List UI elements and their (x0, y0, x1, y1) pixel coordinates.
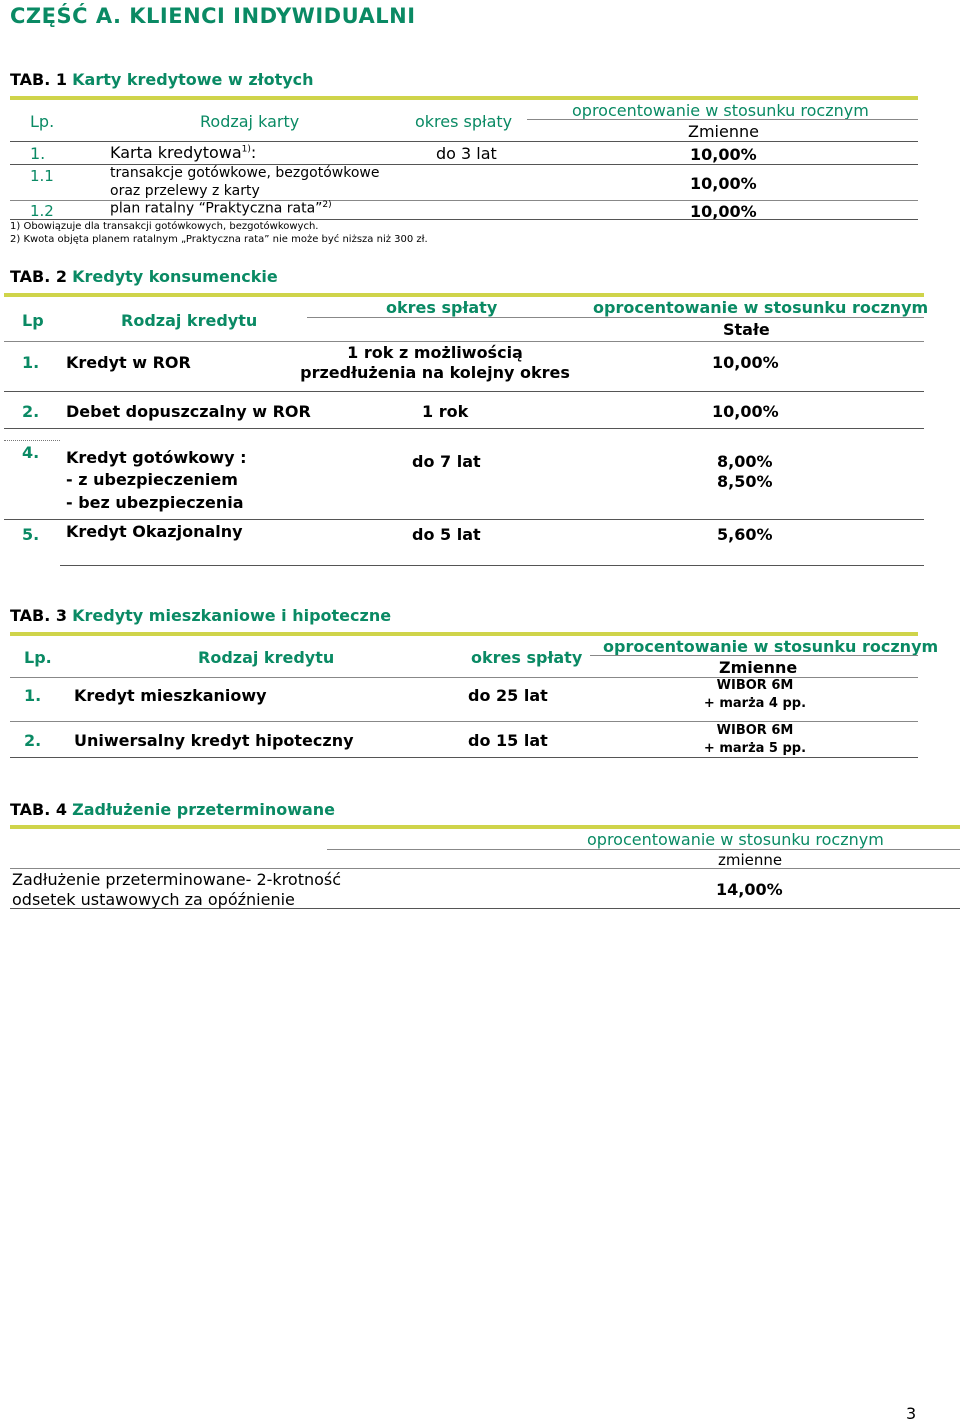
tab3-col-lp: Lp. (24, 648, 52, 667)
tab2-prefix: TAB. 2 (10, 267, 68, 286)
tab1-col-period: okres spłaty (415, 112, 513, 131)
tab1-col-rate: oprocentowanie w stosunku rocznym (572, 101, 869, 120)
tab4-prefix: TAB. 4 (10, 800, 68, 819)
tab3-col-period: okres spłaty (471, 648, 583, 667)
tab2-row2-rule (4, 428, 924, 429)
tab1-row3-rate: 10,00% (690, 202, 757, 221)
tab3-row1-period: do 25 lat (468, 686, 548, 705)
tab3-prefix: TAB. 3 (10, 606, 68, 625)
tab3-row2-period: do 15 lat (468, 731, 548, 750)
tab1-heading (10, 70, 314, 89)
tab3-row1-rate-line2: + marża 4 pp. (703, 696, 807, 711)
tab2-heading (10, 267, 278, 286)
tab2-row1-lp: 1. (22, 353, 40, 372)
tab3-row2-rate-line2: + marża 5 pp. (703, 741, 807, 756)
page-number: 3 (906, 1404, 917, 1423)
tab2-row1-period-line1: 1 rok z możliwością (347, 343, 523, 362)
tab4-row-rate: 14,00% (716, 880, 783, 899)
tab1-title: Karty kredytowe w złotych (72, 70, 314, 89)
tab2-row3-period: do 7 lat (412, 452, 481, 471)
tab4-bottom-rule (10, 908, 960, 909)
tab2-col-lp: Lp (22, 311, 44, 330)
tab4-title: Zadłużenie przeterminowane (72, 800, 336, 819)
tab2-row3-lp: 4. (22, 443, 40, 462)
tab2-bottom-rule (60, 565, 924, 566)
tab3-row1-name: Kredyt mieszkaniowy (74, 686, 267, 705)
tab3-top-rule (10, 632, 918, 636)
tab2-row4-lp: 5. (22, 525, 40, 544)
tab4-row-line1: Zadłużenie przeterminowane- 2-krotność (12, 870, 342, 889)
tab2-row4-rate: 5,60% (717, 525, 773, 544)
tab1-row3-name (110, 200, 332, 217)
tab1-rate-divider (527, 119, 918, 120)
tab4-top-rule (10, 825, 960, 829)
tab3-col-type: Rodzaj kredytu (198, 648, 335, 667)
page-title: CZĘŚĆ A. KLIENCI INDYWIDUALNI (10, 4, 416, 28)
tab2-header-rule (4, 341, 924, 342)
tab2-row3-rule (4, 519, 924, 520)
tab2-row1-rate: 10,00% (712, 353, 779, 372)
tab2-row3-name-line1: Kredyt gotówkowy : (66, 448, 247, 467)
tab2-col-rate: oprocentowanie w stosunku rocznym (593, 298, 929, 317)
tab2-row4-period: do 5 lat (412, 525, 481, 544)
tab4-row-line2: odsetek ustawowych za opóźnienie (12, 890, 295, 909)
tab2-col-rate-sub: Stałe (723, 320, 770, 339)
tab2-row1-name: Kredyt w ROR (66, 353, 191, 372)
tab1-footnote-2: 2) Kwota objęta planem ratalnym „Praktyczna rata” nie może być niższa niż 300 zł. (10, 234, 428, 245)
tab2-col-type: Rodzaj kredytu (121, 311, 258, 330)
tab1-row3-name-text: plan ratalny “Praktyczna rata” (110, 200, 323, 217)
tab2-row3-name-line2: - z ubezpieczeniem (66, 470, 238, 489)
tab2-row2-lp: 2. (22, 402, 40, 421)
tab2-top-rule (4, 293, 924, 297)
tab1-prefix: TAB. 1 (10, 70, 68, 89)
tab4-col-rate-sub: zmienne (718, 851, 783, 869)
tab1-top-rule (10, 96, 918, 100)
tab2-row3-name-line3: - bez ubezpieczenia (66, 493, 244, 512)
tab1-row1-name (110, 143, 256, 162)
tab3-bottom-rule (10, 757, 918, 758)
tab3-row2-rate-line1: WIBOR 6M (716, 723, 794, 738)
tab1-row2-rate: 10,00% (690, 174, 757, 193)
tab1-row1-name-text: Karta kredytowa (110, 143, 242, 162)
tab3-row2-lp: 2. (24, 731, 42, 750)
tab1-col-lp: Lp. (30, 112, 55, 131)
tab2-rate-divider (307, 317, 924, 318)
tab3-row1-rule (10, 721, 918, 722)
tab3-row2-name: Uniwersalny kredyt hipoteczny (74, 731, 354, 750)
tab1-bottom-rule (10, 219, 918, 220)
tab1-row1-suffix: : (250, 143, 257, 162)
tab1-row1-sup: 1) (241, 144, 251, 155)
tab2-row1-rule (4, 391, 924, 392)
tab2-row2-name: Debet dopuszczalny w ROR (66, 402, 311, 421)
tab1-row2-name-line1: transakcje gotówkowe, bezgotówkowe (110, 165, 380, 181)
tab2-row2-period: 1 rok (422, 402, 469, 421)
tab4-rate-divider (327, 849, 960, 850)
tab2-row4-name: Kredyt Okazjonalny (66, 522, 243, 541)
tab2-col-period: okres spłaty (386, 298, 498, 317)
tab4-col-rate: oprocentowanie w stosunku rocznym (587, 830, 884, 849)
tab1-header-rule (10, 141, 918, 142)
tab1-row3-lp: 1.2 (30, 202, 54, 220)
tab2-row1-period-line2: przedłużenia na kolejny okres (300, 363, 570, 382)
tab1-col-rate-sub: Zmienne (688, 122, 759, 141)
tab3-row1-rate-line1: WIBOR 6M (716, 678, 794, 693)
tab1-row2-lp: 1.1 (30, 167, 54, 185)
tab2-row3-rate1: 8,00% (717, 452, 773, 471)
tab4-header-rule (10, 868, 960, 869)
tab1-row1-rate: 10,00% (690, 145, 757, 164)
tab3-row1-lp: 1. (24, 686, 42, 705)
tab1-row2-name-line2: oraz przelewy z karty (110, 183, 260, 199)
tab1-footnote-1: 1) Obowiązuje dla transakcji gotówkowych, bezgotówkowych. (10, 221, 319, 232)
tab3-heading (10, 606, 391, 625)
tab1-row1-lp: 1. (30, 144, 46, 163)
tab1-col-type: Rodzaj karty (200, 112, 300, 131)
tab2-row2-rate: 10,00% (712, 402, 779, 421)
tab1-row1-period: do 3 lat (436, 144, 497, 163)
tab3-col-rate: oprocentowanie w stosunku rocznym (603, 637, 939, 656)
tab4-heading (10, 800, 335, 819)
tab1-row3-sup: 2) (322, 200, 332, 210)
tab3-col-rate-sub: Zmienne (719, 658, 798, 677)
tab2-title: Kredyty konsumenckie (72, 267, 278, 286)
tab2-row3-rate2: 8,50% (717, 472, 773, 491)
tab3-title: Kredyty mieszkaniowe i hipoteczne (72, 606, 392, 625)
tab2-dotted-marker (4, 440, 60, 441)
tab3-rate-divider (590, 655, 918, 656)
